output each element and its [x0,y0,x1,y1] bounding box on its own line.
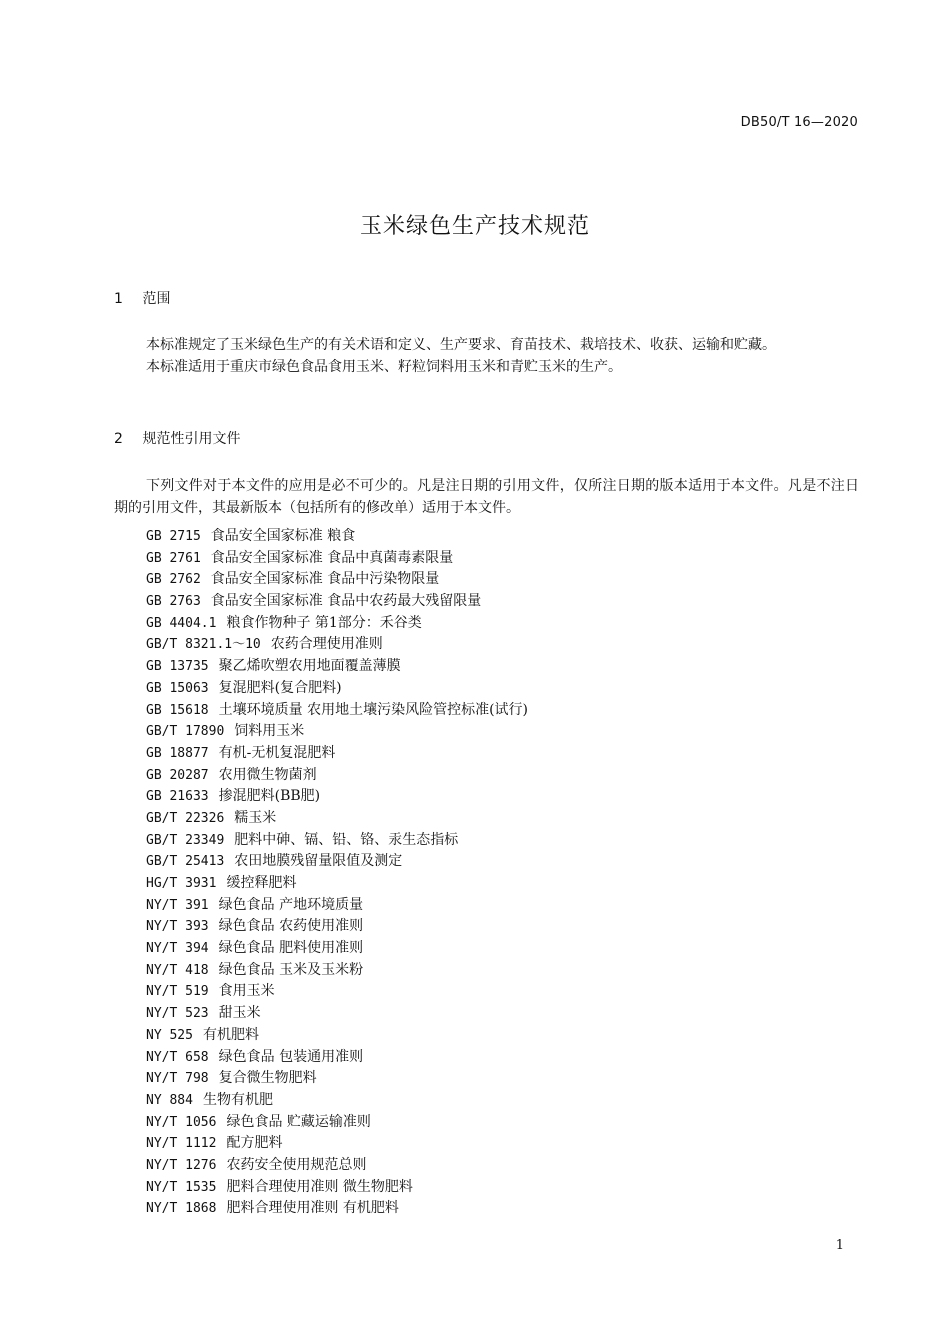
reference-item [146,916,866,938]
reference-code: NY/T 1056 [146,1114,217,1130]
reference-code: NY 884 [146,1092,193,1108]
paragraph: 本标准规定了玉米绿色生产的有关术语和定义、生产要求、育苗技术、栽培技术、收获、运输和贮藏。 [146,337,776,353]
scope-paragraphs [114,335,859,378]
reference-code: GB 2762 [146,572,201,588]
reference-item [146,591,866,613]
reference-item [146,938,866,960]
page-number: 1 [835,1238,844,1253]
reference-item [146,1068,866,1090]
reference-title: 农田地膜残留量限值及测定 [234,853,403,870]
reference-code: HG/T 3931 [146,876,217,891]
reference-title: 复混肥料(复合肥料) [218,679,342,696]
section-title: 规范性引用文件 [142,431,241,447]
section-number: 2 [114,431,123,447]
reference-item [146,830,866,852]
reference-code: NY/T 519 [146,984,209,1000]
reference-title: 甜玉米 [218,1005,261,1022]
reference-item [146,1090,866,1112]
reference-title: 聚乙烯吹塑农用地面覆盖薄膜 [218,658,401,675]
reference-code: NY/T 1535 [146,1179,217,1195]
reference-item [146,808,866,830]
reference-code: GB 21633 [146,789,209,805]
reference-title: 掺混肥料(BB肥) [218,788,321,805]
reference-title: 食用玉米 [218,983,275,1000]
reference-code: NY/T 394 [146,941,209,957]
reference-title: 复合微生物肥料 [218,1070,317,1087]
reference-item [146,1047,866,1069]
reference-item [146,1198,866,1220]
reference-title: 农药合理使用准则 [270,636,383,653]
section-title: 范围 [142,291,171,307]
reference-title: 糯玉米 [234,809,277,826]
reference-item [146,678,866,700]
reference-code: GB/T 25413 [146,854,225,870]
reference-code: GB 2763 [146,594,201,610]
reference-item [146,613,866,635]
section-heading-scope [114,288,170,308]
reference-item [146,721,866,743]
reference-item [146,700,866,722]
reference-code: GB/T 17890 [146,724,225,740]
reference-code: NY/T 1112 [146,1136,217,1152]
reference-item [146,569,866,591]
reference-item [146,1177,866,1199]
standard-code: DB50/T 16—2020 [740,115,858,130]
reference-title: 有机-无机复混肥料 [218,744,336,761]
reference-title: 食品安全国家标准 食品中农药最大残留限量 [210,593,482,610]
section-heading-normative-references [114,428,240,448]
reference-code: GB 4404.1 [146,615,217,631]
reference-item [146,548,866,570]
reference-item [146,981,866,1003]
reference-title: 饲料用玉米 [234,723,305,740]
reference-item [146,656,866,678]
reference-code: GB 13735 [146,659,209,675]
reference-title: 农用微生物菌剂 [218,766,317,783]
reference-title: 食品安全国家标准 粮食 [210,528,356,544]
reference-item [146,786,866,808]
reference-list [146,526,866,1220]
reference-title: 绿色食品 玉米及玉米粉 [218,961,364,978]
reference-code: GB 2715 [146,529,201,544]
reference-code: GB/T 23349 [146,832,225,848]
reference-title: 绿色食品 包装通用准则 [218,1048,364,1065]
reference-title: 食品安全国家标准 食品中真菌毒素限量 [210,549,454,566]
reference-item [146,765,866,787]
section-number: 1 [114,291,123,307]
reference-code: GB 18877 [146,745,209,761]
reference-item [146,1112,866,1134]
reference-title: 绿色食品 产地环境质量 [218,896,364,913]
reference-code: GB/T 8321.1～10 [146,637,261,653]
reference-code: GB 20287 [146,767,209,783]
reference-code: NY/T 658 [146,1049,209,1065]
reference-title: 肥料合理使用准则 微生物肥料 [226,1178,413,1195]
reference-title: 肥料中砷、镉、铅、铬、汞生态指标 [234,831,459,848]
reference-title: 绿色食品 农药使用准则 [218,918,364,935]
reference-item [146,743,866,765]
reference-item [146,873,866,895]
reference-code: NY/T 391 [146,897,209,913]
reference-title: 粮食作物种子 第1部分：禾谷类 [226,614,422,631]
reference-title: 有机肥料 [202,1026,259,1043]
reference-code: GB/T 22326 [146,810,225,826]
reference-title: 农药安全使用规范总则 [226,1156,367,1173]
reference-title: 绿色食品 肥料使用准则 [218,940,364,957]
reference-code: GB 15618 [146,702,209,718]
reference-code: NY/T 798 [146,1071,209,1087]
reference-item [146,895,866,917]
paragraph: 下列文件对于本文件的应用是必不可少的。凡是注日期的引用文件，仅所注日期的版本适用于本文件。凡是不注日期的引用文件，其最新版本（包括所有的修改单）适用于本文件。 [114,478,859,516]
reference-title: 食品安全国家标准 食品中污染物限量 [210,571,440,588]
reference-title: 土壤环境质量 农用地土壤污染风险管控标准(试行) [218,701,528,718]
reference-title: 缓控释肥料 [226,875,297,891]
reference-item [146,851,866,873]
reference-code: GB 2761 [146,550,201,566]
reference-item [146,634,866,656]
reference-code: NY/T 523 [146,1006,209,1022]
reference-title: 生物有机肥 [202,1091,273,1108]
reference-item [146,1133,866,1155]
reference-code: NY/T 393 [146,919,209,935]
reference-code: NY/T 1276 [146,1157,217,1173]
reference-code: NY 525 [146,1027,193,1043]
paragraph: 本标准适用于重庆市绿色食品食用玉米、籽粒饲料用玉米和青贮玉米的生产。 [146,358,622,375]
reference-title: 肥料合理使用准则 有机肥料 [226,1200,399,1217]
reference-item [146,526,866,548]
reference-item [146,1003,866,1025]
reference-code: NY/T 1868 [146,1201,217,1217]
document-title: 玉米绿色生产技术规范 [359,214,590,239]
reference-item [146,960,866,982]
references-intro [114,476,859,519]
reference-title: 绿色食品 贮藏运输准则 [226,1113,371,1130]
reference-item [146,1025,866,1047]
reference-code: GB 15063 [146,680,209,696]
reference-code: NY/T 418 [146,962,209,978]
reference-item [146,1155,866,1177]
reference-title: 配方肥料 [226,1135,283,1152]
